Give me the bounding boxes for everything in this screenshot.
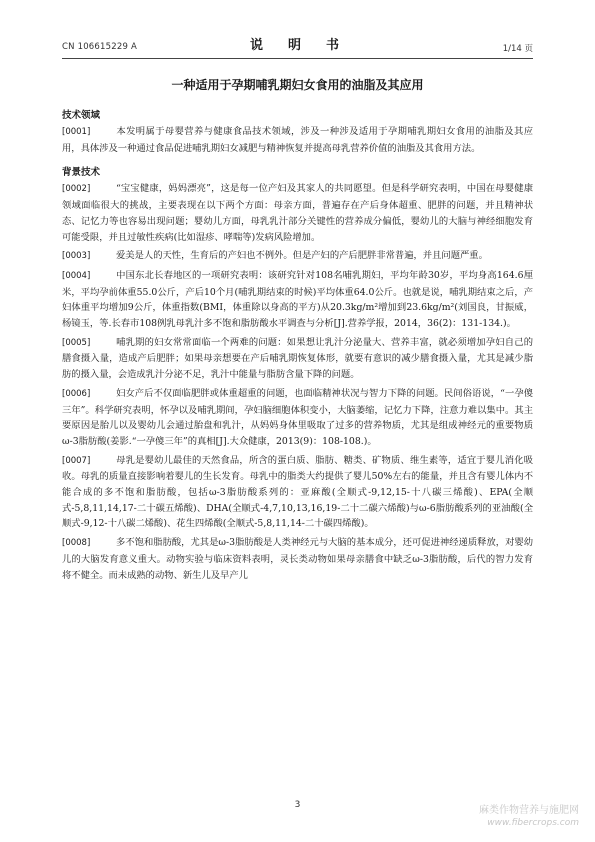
paragraph — [62, 535, 533, 583]
paragraph-number: [0008] — [62, 538, 91, 549]
paragraph-text: 本发明属于母婴营养与健康食品技术领域，涉及一种涉及适用于孕期哺乳期妇女食用的油脂及其应用，具体涉及一种通过食品促进哺乳期妇女减肥与精神恢复并提高母乳营养价值的油脂及其食用方法。 — [62, 126, 533, 154]
paragraph-number: [0005] — [62, 337, 91, 348]
site-watermark — [479, 804, 579, 830]
page-header — [62, 34, 533, 56]
document-type: 说 明 书 — [249, 38, 345, 53]
page-indicator: 1/14 页 — [502, 44, 533, 54]
paragraph-number: [0007] — [62, 455, 91, 466]
header-divider — [62, 58, 533, 59]
paragraph-number: [0006] — [62, 388, 91, 399]
document-body — [62, 108, 533, 586]
paragraph-text: 中国东北长春地区的一项研究表明：该研究针对108名哺乳期妇，平均年龄30岁，平均身高164.6厘米，平均孕前体重55.0公斤，产后10个月(哺乳期结束的时候)平均体重64.0公斤。也就是说，哺乳期结束之后，产妇体重平均增加9公斤，体重指数(BMI，体重除以身高的平方)从20.3kg/m²增加到23.6kg/m²(刘国良，甘振威，杨镜玉，等.长春市108例乳母乳汁多不饱和脂肪酸水平调查与分析[J].营养学报，2014，36(2)：131-134.)。 — [62, 269, 533, 330]
document-title: 一种适用于孕期哺乳期妇女食用的油脂及其应用 — [171, 78, 424, 92]
paragraph — [62, 335, 533, 383]
paragraph-text: 妇女产后不仅面临肥胖或体重超重的问题，也面临精神状况与智力下降的问题。民间俗语说，“一孕傻三年”。科学研究表明，怀孕以及哺乳期间，孕妇脑细胞体积变小，大脑萎缩，记忆力下降，注意力难以集中。其主要原因是胎儿以及婴幼儿会通过胎盘和乳汁，从妈妈身体里吸取了过多的营养物质，尤其是组成神经元的重要物质ω-3脂肪酸(姜影.“一孕傻三年”的真相[J].大众健康，2013(9)：108-108.)。 — [62, 387, 533, 447]
section-heading: 技术领域 — [62, 110, 101, 121]
paragraph — [62, 453, 533, 533]
paragraph — [62, 248, 533, 265]
paragraph-number: [0003] — [62, 251, 91, 262]
paragraph — [62, 181, 533, 245]
page-number: 3 — [294, 800, 301, 810]
section-heading: 背景技术 — [62, 167, 101, 179]
paragraph-text: 多不饱和脂肪酸，尤其是ω-3脂肪酸是人类神经元与大脑的基本成分，还可促进神经递质释放，对婴幼儿的大脑发育意义重大。动物实验与临床资料表明，灵长类动物如果母亲膳食中缺乏ω-3脂肪酸，后代的智力发育将不健全。而未成熟的动物、新生儿及早产儿 — [62, 537, 533, 581]
paragraph-number: [0002] — [62, 184, 91, 195]
paragraph-text: “宝宝健康，妈妈漂亮”，这是每一位产妇及其家人的共同愿望。但是科学研究表明，中国在母婴健康领域面临很大的挑战，主要表现在以下两个方面：母亲方面，普遍存在产后身体超重、肥胖的问题，并且精神状态、记忆力等也容易出现问题；婴幼儿方面，母乳乳汁部分关键性的营养成分偏低，婴幼儿的大脑与神经细胞发育可能受限，并且过敏性疾病(比如湿疹、哮喘等)发病风险增加。 — [62, 183, 533, 243]
publication-number: CN 106615229 A — [62, 42, 137, 52]
paragraph-text: 母乳是婴幼儿最佳的天然食品，所含的蛋白质、脂肪、糖类、矿物质、维生素等，适宜于婴儿消化吸收。母乳的质量直接影响着婴儿的生长发育。母乳中的脂类大约提供了婴儿50%左右的能量，并且含有婴儿体内不能合成的多不饱和脂肪酸，包括ω-3脂肪酸系列的：亚麻酸(全顺式-9,12,15-十八碳三烯酸)、EPA(全顺式-5,8,11,14,17-二十碳五烯酸)、DHA(全顺式-4,7,10,13,16,19-二十二碳六烯酸)与ω-6脂肪酸系列的亚油酸(全顺式-9,12-十八碳二烯酸)、花生四烯酸(全顺式-5,8,11,14-二十碳四烯酸)。 — [62, 454, 533, 530]
watermark-url: www.fibercrops.com — [487, 818, 579, 828]
paragraph-number: [0004] — [62, 270, 91, 281]
paragraph-text: 哺乳期的妇女常常面临一个两难的问题：如果想让乳汁分泌量大、营养丰富，就必须增加孕妇自己的膳食摄入量，造成产后肥胖；如果母亲想要在产后哺乳期恢复体形，就要有意识的减少膳食摄入量，尤其是减少脂肪的摄入量，会造成乳汁分泌不足，乳汁中能量与脂肪含量下降的问题。 — [62, 336, 533, 381]
paragraph-text: 爱美是人的天性，生育后的产妇也不例外。但是产妇的产后肥胖非常普遍，并且问题严重。 — [116, 250, 488, 262]
paragraph — [62, 268, 533, 332]
paragraph-number: [0001] — [62, 127, 91, 137]
paragraph — [62, 386, 533, 450]
watermark-site-name: 麻类作物营养与施肥网 — [479, 805, 579, 816]
paragraph — [62, 124, 533, 156]
